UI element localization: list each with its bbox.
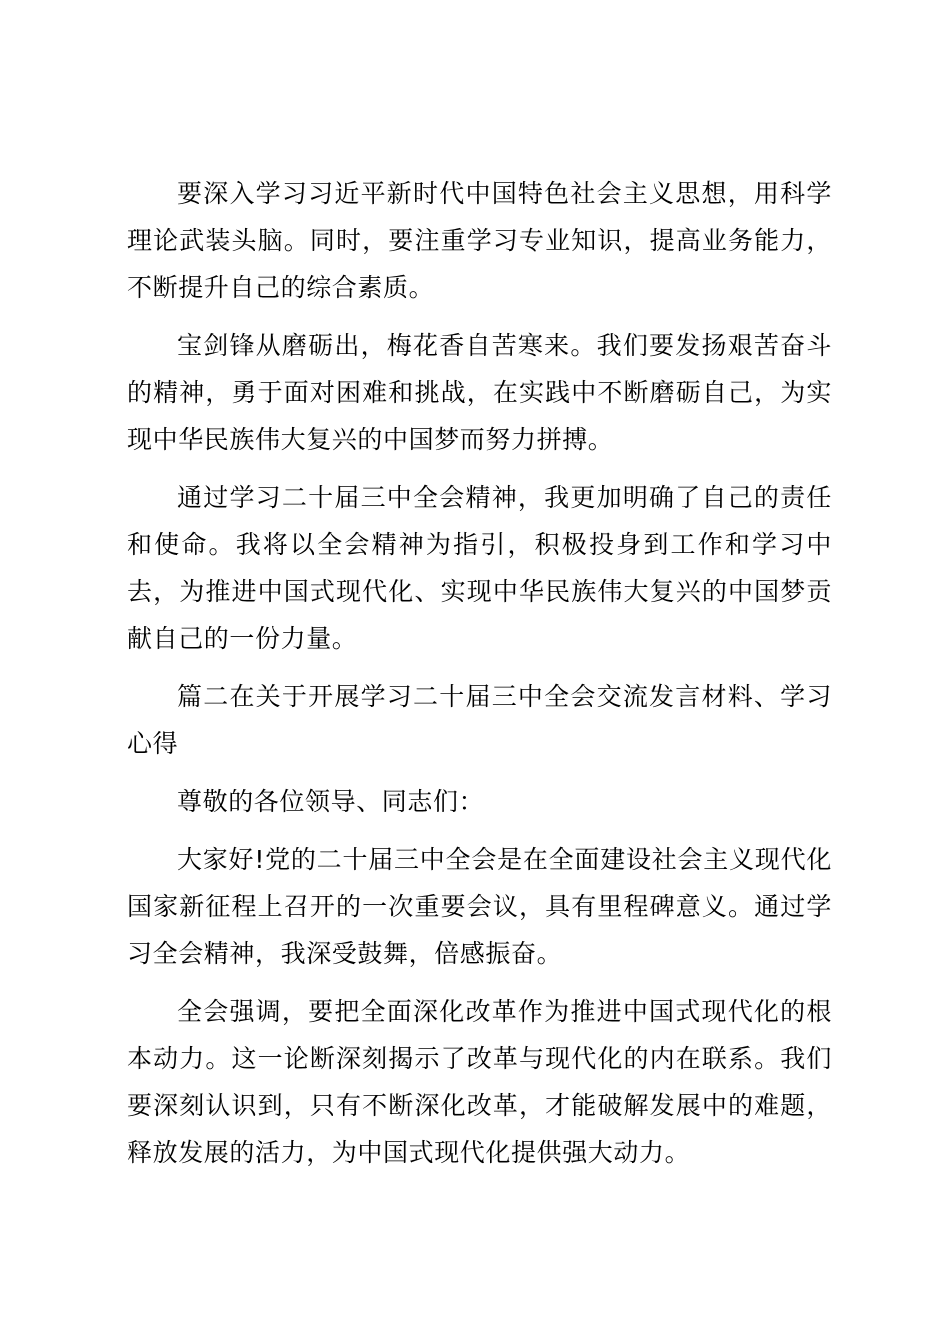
paragraph-reform: 全会强调，要把全面深化改革作为推进中国式现代化的根本动力。这一论断深刻揭示了改革与现代化的内在联系。我们要深刻认识到，只有不断深化改革，才能破解发展中的难题，释放发展的活力，为中国式现代化提供强大动力。 [127, 997, 832, 1167]
paragraph-responsibility: 通过学习二十届三中全会精神，我更加明确了自己的责任和使命。我将以全会精神为指引，积极投身到工作和学习中去，为推进中国式现代化、实现中华民族伟大复兴的中国梦贡献自己的一份力量。 [127, 483, 832, 653]
paragraph-study-thought: 要深入学习习近平新时代中国特色社会主义思想，用科学理论武装头脑。同时，要注重学习专业知识，提高业务能力，不断提升自己的综合素质。 [127, 179, 832, 302]
section-heading-part-two: 篇二在关于开展学习二十届三中全会交流发言材料、学习心得 [127, 682, 832, 758]
paragraph-greeting: 大家好!党的二十届三中全会是在全面建设社会主义现代化国家新征程上召开的一次重要会议，具有里程碑意义。通过学习全会精神，我深受鼓舞，倍感振奋。 [127, 845, 832, 968]
paragraph-sword-plum: 宝剑锋从磨砺出，梅花香自苦寒来。我们要发扬艰苦奋斗的精神，勇于面对困难和挑战，在实践中不断磨砺自己，为实现中华民族伟大复兴的中国梦而努力拼搏。 [127, 331, 832, 454]
document-body [127, 170, 832, 1187]
salutation: 尊敬的各位领导、同志们： [177, 787, 485, 816]
